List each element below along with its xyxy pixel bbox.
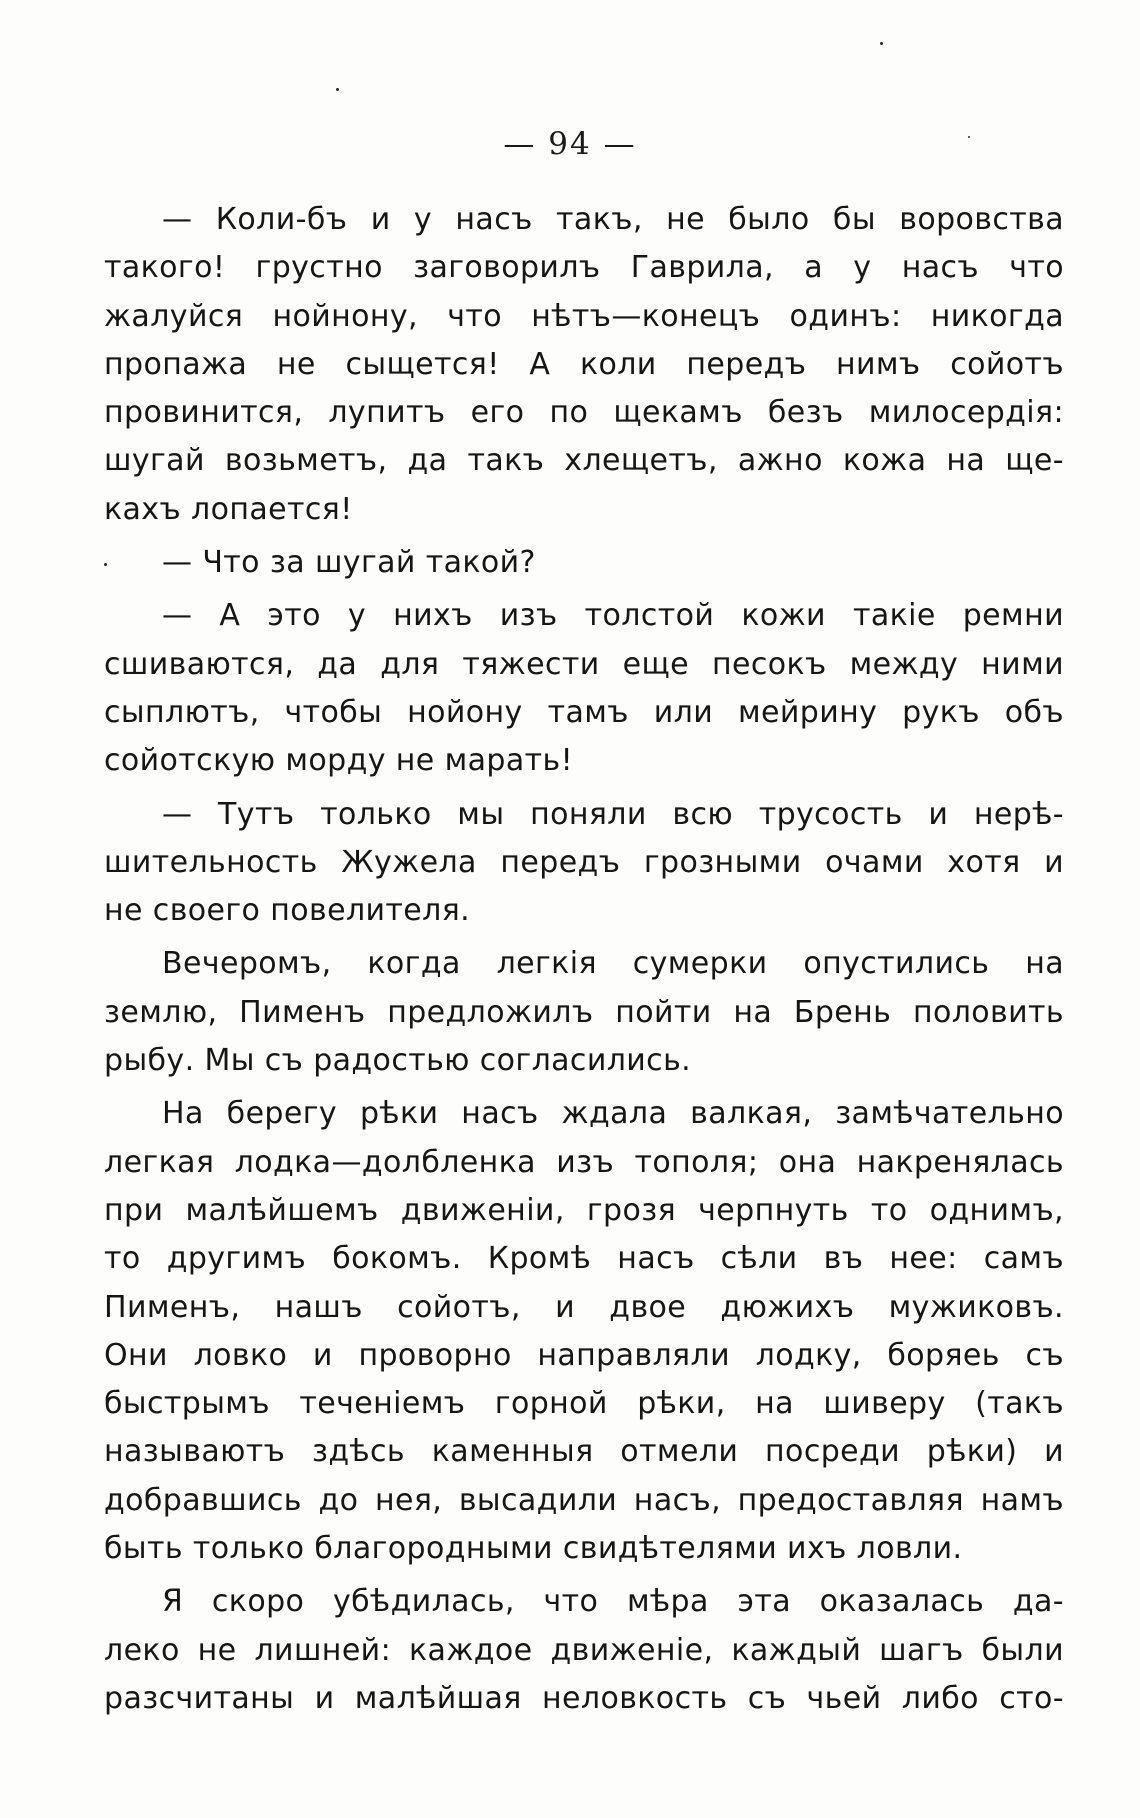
paragraph-p4	[104, 791, 1064, 936]
text-line: Они ловко и проворно направляли лодку, боряеь съ	[104, 1337, 1064, 1373]
paragraph-p6	[104, 1090, 1064, 1573]
text-line: кахъ лопается!	[104, 491, 353, 527]
text-line: Вечеромъ, когда легкія сумерки опустились на	[162, 946, 1064, 982]
scan-speck	[336, 88, 339, 91]
text-line: сшиваются, да для тяжести еще песокъ между ними	[104, 646, 1064, 682]
text-line: жалуйся нойнону, что нѣтъ—конецъ одинъ: никогда	[104, 298, 1064, 334]
text-line: шугай возьметъ, да такъ хлещетъ, ажно кожа на ще-	[104, 443, 1064, 479]
text-line: Пименъ, нашъ сойотъ, и двое дюжихъ мужиковъ.	[104, 1289, 1064, 1325]
paragraph-p3	[104, 592, 1064, 785]
text-line: не своего повелителя.	[104, 893, 471, 929]
page-number: — 94 —	[503, 126, 637, 162]
text-line: при малѣйшемъ движеніи, грозя черпнуть то однимъ,	[104, 1192, 1064, 1228]
text-line: шительность Жужела передъ грозными очами хотя и	[104, 844, 1064, 880]
paragraph-p1	[104, 196, 1064, 534]
text-line: — Коли-бъ и у насъ такъ, не было бы воровства	[162, 202, 1064, 237]
text-line: пропажа не сыщется! А коли передъ нимъ сойотъ	[104, 346, 1064, 382]
text-line: — Тутъ только мы поняли всю трусость и нерѣ-	[162, 796, 1064, 832]
text-line: На берегу рѣки насъ ждала валкая, замѣчательно	[162, 1096, 1064, 1132]
text-line: землю, Пименъ предложилъ пойти на Брень половить	[104, 994, 1064, 1030]
text-line: разсчитаны и малѣйшая неловкость съ чьей либо сто-	[104, 1680, 1064, 1716]
paragraph-p7	[104, 1578, 1064, 1723]
text-line: такого! грустно заговорилъ Гаврила, а у насъ что	[104, 250, 1064, 286]
text-line: легкая лодка—долбленка изъ тополя; она накренялась	[104, 1144, 1064, 1180]
text-line: сойотскую морду не марать!	[104, 743, 574, 779]
text-line: Я скоро убѣдилась, что мѣра эта оказалась да-	[162, 1584, 1064, 1620]
text-line: леко не лишней: каждое движеніе, каждый шагъ были	[104, 1632, 1064, 1668]
text-line: быстрымъ теченіемъ горной рѣки, на шиверу (такъ	[104, 1386, 1064, 1422]
text-line: рыбу. Мы съ радостью согласились.	[104, 1043, 692, 1079]
text-line: то другимъ бокомъ. Кромѣ насъ сѣли въ нее: самъ	[104, 1241, 1064, 1277]
text-line: быть только благородными свидѣтелями ихъ ловли.	[104, 1531, 963, 1567]
text-line: — А это у нихъ изъ толстой кожи такіе ремни	[162, 598, 1064, 634]
paragraph-p5	[104, 940, 1064, 1085]
paragraph-p2	[104, 539, 1064, 587]
text-line: — Что за шугай такой?	[162, 545, 536, 581]
page-body-text	[104, 196, 1064, 1723]
text-line: добравшись до нея, высадили насъ, предоставляя намъ	[104, 1482, 1064, 1518]
text-line: сыплютъ, чтобы нойону тамъ или мейрину рукъ объ	[104, 694, 1064, 730]
text-line: называютъ здѣсь каменныя отмели посреди рѣки) и	[104, 1434, 1064, 1470]
text-line: провинится, лупитъ его по щекамъ безъ милосердія:	[104, 395, 1064, 431]
scan-speck	[880, 42, 883, 45]
